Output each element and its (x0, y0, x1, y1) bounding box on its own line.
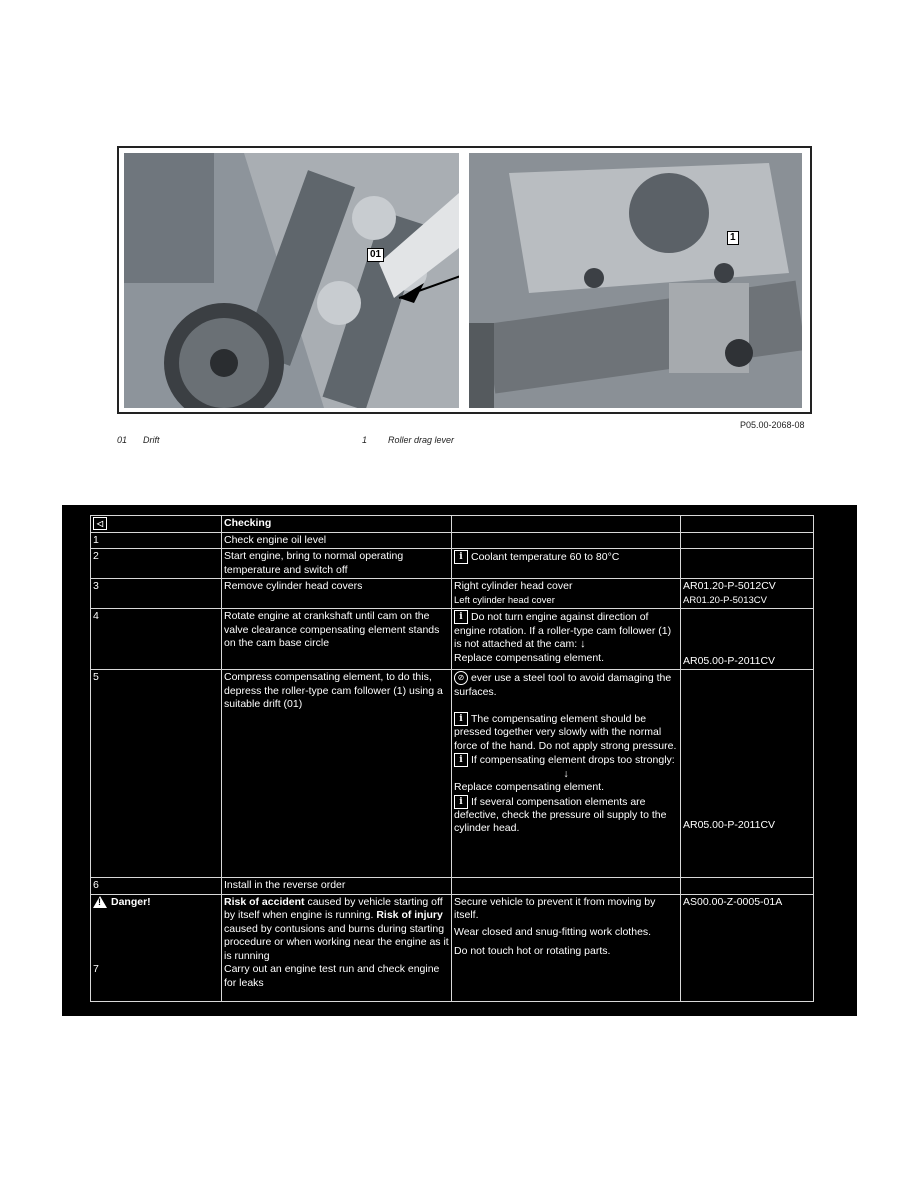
table-header (91, 516, 814, 533)
procedure-panel (62, 505, 857, 1016)
down-arrow-icon: ↓ (580, 638, 586, 651)
info-icon: i (454, 610, 468, 624)
table-row: !Danger! 7 Risk of accident caused by vehicle starting off by itself when engine is running. Risk of injury caused by contusions and burns during starting procedure or when working near the engine as it is running Carry out an engine test run and check engine for leaks Secure vehicle to prevent it from moving by itself. Wear closed and snug-fitting work clothes. Do not touch hot or rotating parts. AS00.00-Z-0005-01A (91, 894, 814, 1001)
info-icon: i (454, 550, 468, 564)
roller-lever-callout: 1 (727, 231, 739, 245)
figure-code: P05.00-2068-08 (740, 420, 805, 430)
warning-icon (93, 896, 107, 908)
engine-photo-right (469, 153, 802, 408)
table-row: 2 Start engine, bring to normal operating temperature and switch off i Coolant temperature 60 to 80°C (91, 549, 814, 579)
doc-link[interactable]: AR01.20-P-5012CV (683, 580, 776, 593)
table-row: 5 Compress compensating element, to do this, depress the roller-type cam follower (1) using a suitable drift (01) ⊘ ever use a steel tool to avoid damaging the surfaces. i The compensating element should be pressed together very slowly with the normal force of the hand. Do not apply strong pressure. i If compensating element drops too strongly: ↓ Replace compensating element. i If several compensation elements are defective, check the pressure oil supply to the cylinder head. AR05.00-P-2011CV (91, 670, 814, 878)
legend-item-drift: 01 Drift (117, 435, 160, 445)
table-row: 6 Install in the reverse order (91, 878, 814, 895)
table-row: 4 Rotate engine at crankshaft until cam on the valve clearance compensating element stands on the cam base circle i Do not turn engine against direction of engine rotation. If a roller-type cam follower (1) is not attached at the cam: ↓ Replace compensating element. AR05.00-P-2011CV (91, 609, 814, 670)
legend-item-roller-lever: 1 Roller drag lever (362, 435, 455, 445)
doc-link[interactable]: AR05.00-P-2011CV (683, 819, 776, 832)
header-title: Checking (222, 516, 452, 533)
doc-link[interactable]: AR01.20-P-5013CV (683, 594, 767, 606)
figure-frame (117, 146, 812, 414)
info-icon: i (454, 753, 468, 767)
doc-link[interactable]: AS00.00-Z-0005-01A (683, 895, 783, 908)
table-row: 1 Check engine oil level (91, 532, 814, 549)
down-arrow-icon: ↓ (563, 767, 569, 780)
stop-icon: ⊘ (454, 671, 468, 685)
drift-callout: 01 (367, 248, 384, 262)
info-icon: i (454, 795, 468, 809)
info-icon: i (454, 712, 468, 726)
engine-photo-left (124, 153, 459, 408)
doc-link[interactable]: AR05.00-P-2011CV (683, 654, 776, 667)
procedure-table (90, 515, 814, 1002)
table-row: 3 Remove cylinder head covers Right cylinder head cover Left cylinder head cover AR01.20-P-5012CV AR01.20-P-5013CV (91, 579, 814, 609)
back-icon[interactable]: ◁ (93, 517, 107, 530)
